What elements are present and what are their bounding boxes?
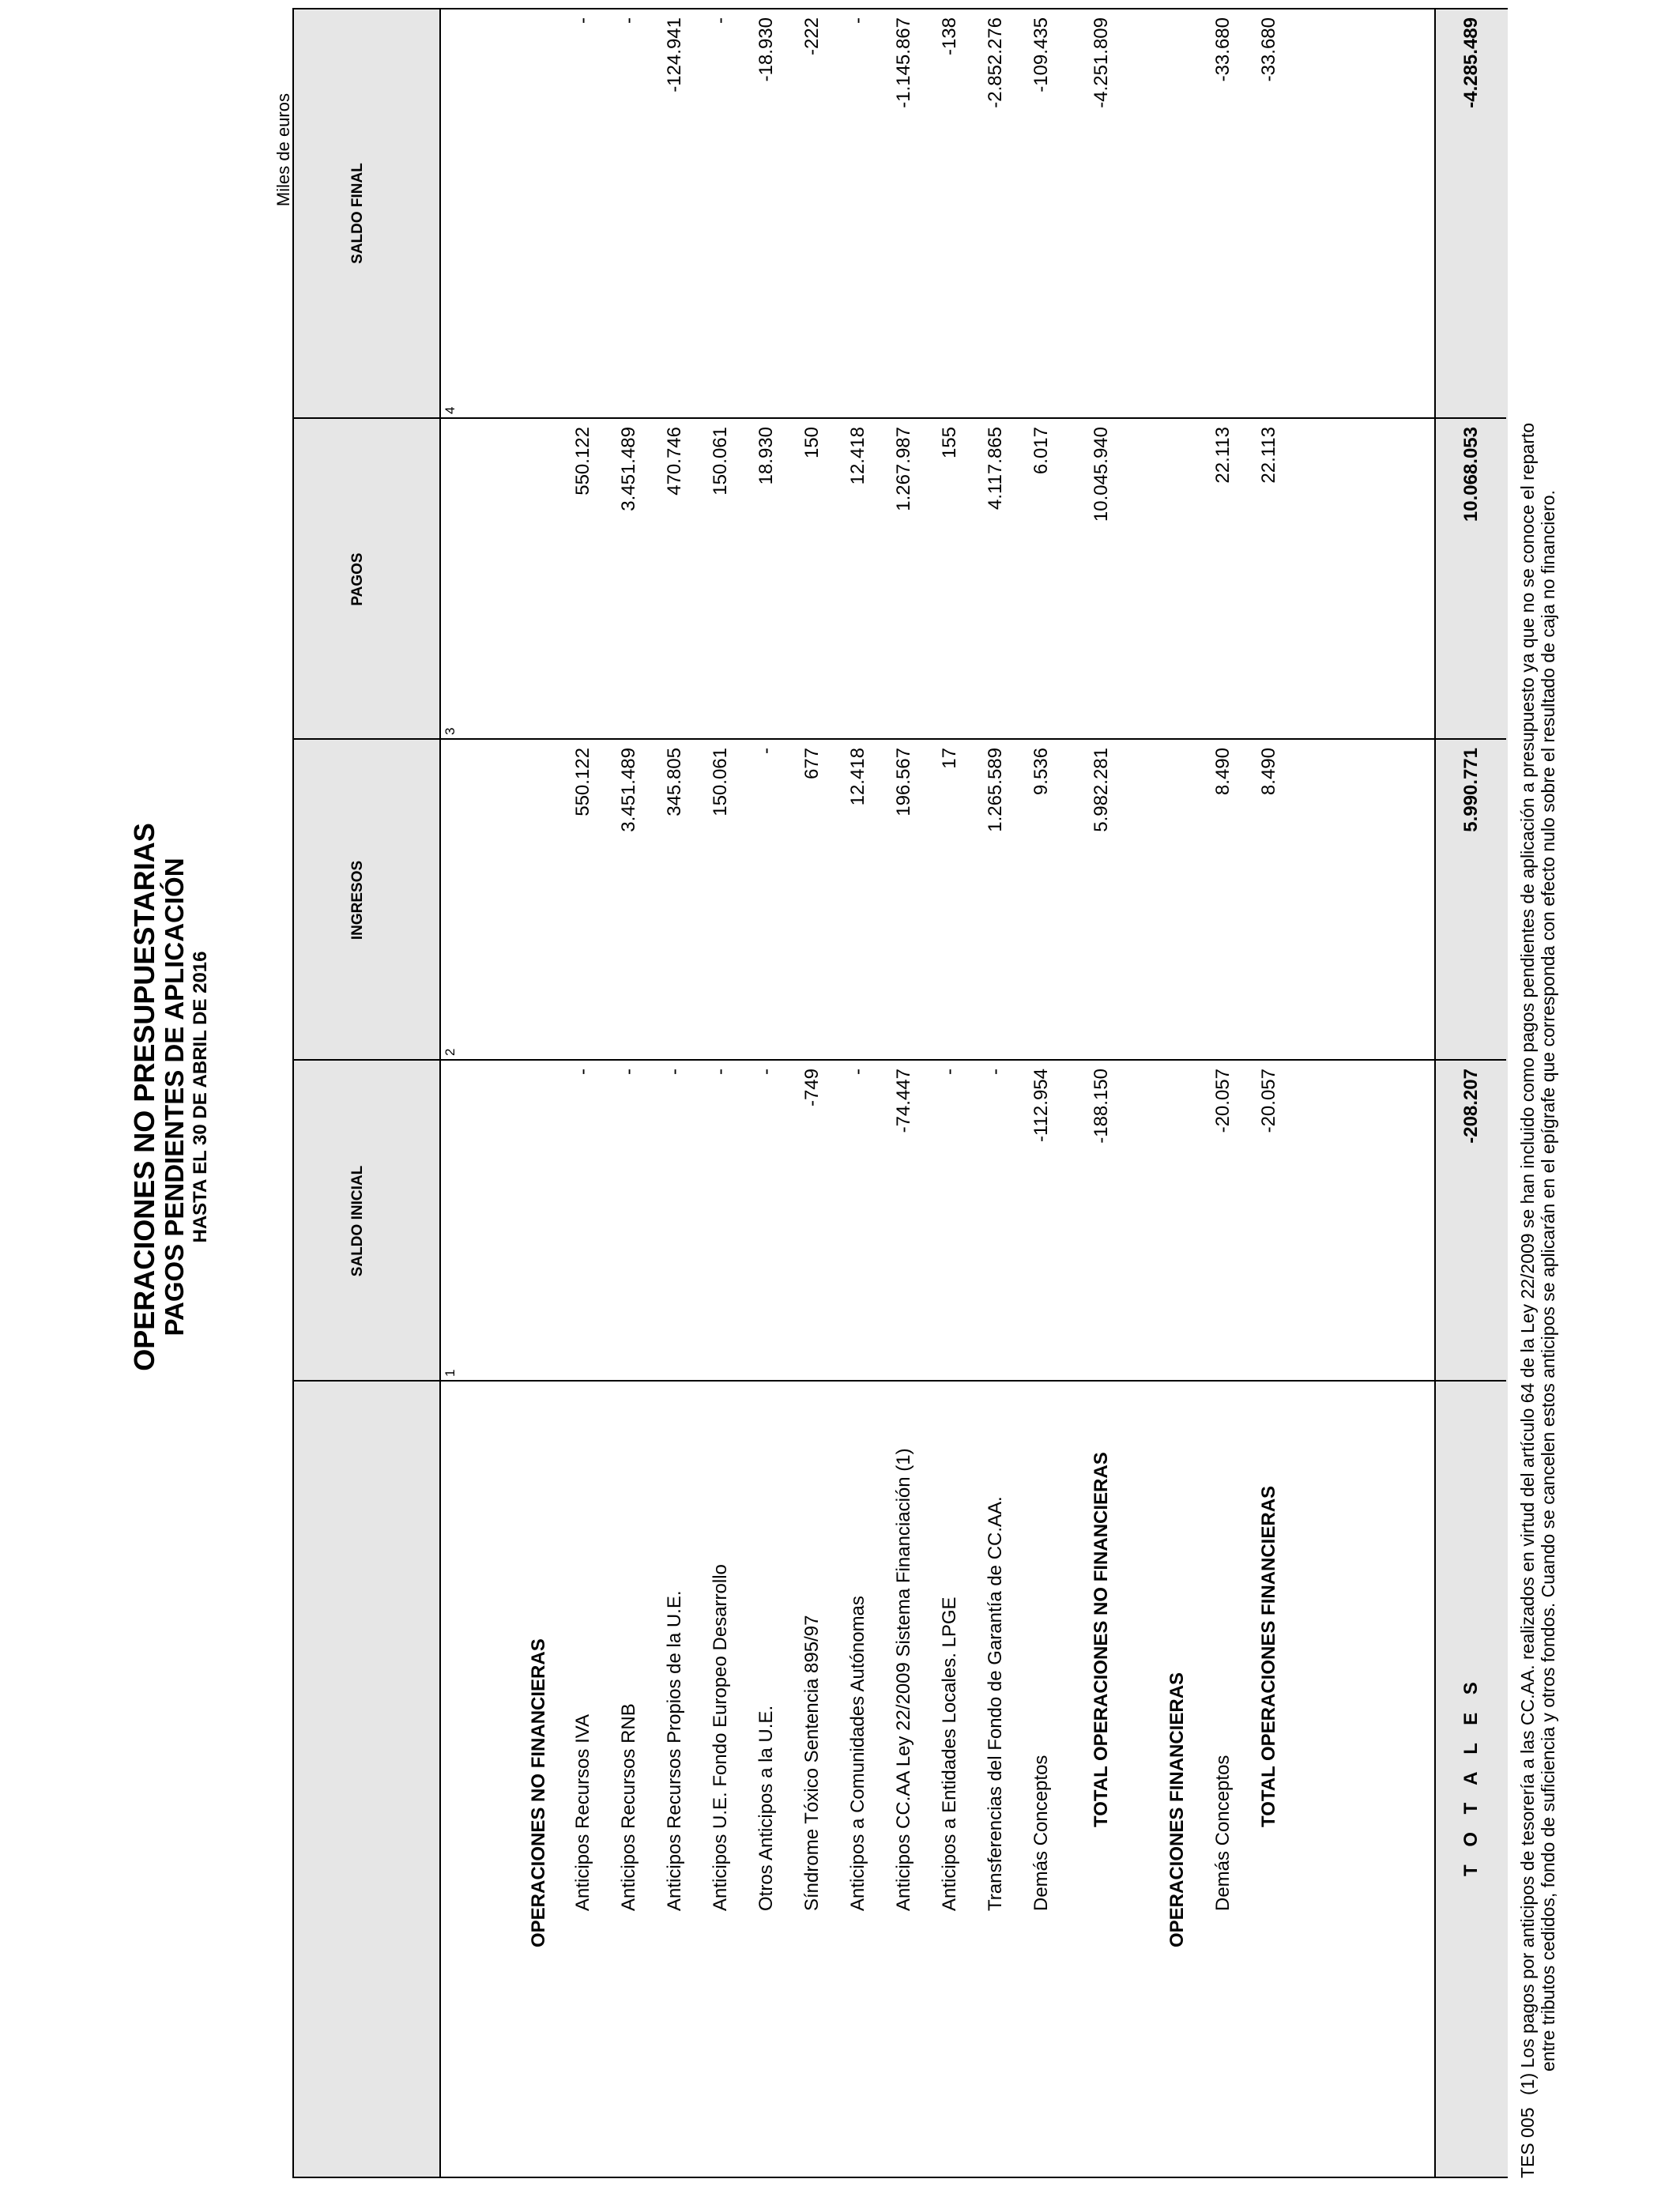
cell-value: -112.954: [1030, 1069, 1052, 1142]
cell-value: -: [847, 1069, 868, 1075]
cell-value: -20.057: [1258, 1069, 1279, 1133]
cell-value: -: [755, 748, 777, 754]
cell-value: 550.122: [572, 427, 593, 496]
totals-label: T O T A L E S: [1460, 1676, 1482, 1876]
cell-value: 345.805: [664, 748, 685, 816]
row-label: Otros Anticipos a la U.E.: [755, 1705, 777, 1911]
cell-value: -: [755, 1069, 777, 1075]
totals-value: 5.990.771: [1460, 748, 1482, 832]
total-label: TOTAL OPERACIONES FINANCIERAS: [1258, 1485, 1279, 1827]
cell-value: 22.113: [1258, 427, 1279, 484]
totals-divider: [1434, 9, 1436, 2177]
row-label: Síndrome Tóxico Sentencia 895/97: [801, 1615, 823, 1911]
totals-value: -4.285.489: [1460, 17, 1482, 108]
cell-value: -18.930: [755, 17, 777, 82]
cell-value: -33.680: [1258, 17, 1279, 82]
cell-value: 12.418: [847, 427, 868, 485]
col-number: 3: [443, 727, 458, 735]
col-number: 1: [443, 1369, 458, 1377]
cell-value: -4.251.809: [1090, 17, 1112, 108]
section-heading: OPERACIONES FINANCIERAS: [1166, 1672, 1188, 1947]
row-label: Anticipos CC.AA Ley 22/2009 Sistema Financiación (1): [893, 1448, 914, 1911]
cell-value: -2.852.276: [985, 17, 1006, 108]
cell-value: 8.490: [1258, 748, 1279, 796]
cell-value: 1.267.987: [893, 427, 914, 511]
cell-value: 1.265.589: [985, 748, 1006, 832]
cell-value: -188.150: [1090, 1069, 1112, 1144]
cell-value: 470.746: [664, 427, 685, 496]
col-header-saldo-inicial: SALDO INICIAL: [349, 1165, 366, 1277]
cell-value: -1.145.867: [893, 17, 914, 108]
cell-value: -: [939, 1069, 960, 1075]
cell-value: 155: [939, 427, 960, 459]
col-header-pagos: PAGOS: [349, 552, 366, 606]
cell-value: -: [572, 17, 593, 24]
cell-value: 3.451.489: [618, 427, 639, 511]
cell-value: 12.418: [847, 748, 868, 806]
cell-value: -74.447: [893, 1069, 914, 1133]
cell-value: 550.122: [572, 748, 593, 816]
cell-value: -749: [801, 1069, 823, 1107]
cell-value: -: [618, 17, 639, 24]
totals-value: 10.068.053: [1460, 427, 1482, 522]
footnote-line: entre tributos cedidos, fondo de suficiencia y otros fondos. Cuando se cancelen estos anticipos se aplicarán en el epígrafe que corresponda con efecto nulo sobre el resultado de caja no financiero.: [1538, 490, 1558, 2071]
row-label: Anticipos Recursos Propios de la U.E.: [664, 1590, 685, 1911]
col-header-saldo-final: SALDO FINAL: [349, 163, 366, 264]
row-label: Anticipos a Entidades Locales. LPGE: [939, 1596, 960, 1911]
cell-value: 150.061: [710, 748, 731, 816]
row-label: Transferencias del Fondo de Garantía de CC.AA.: [985, 1496, 1006, 1911]
cell-value: 18.930: [755, 427, 777, 485]
row-label: Anticipos Recursos IVA: [572, 1714, 593, 1911]
row-label: Demás Conceptos: [1030, 1755, 1052, 1911]
row-label: Anticipos U.E. Fondo Europeo Desarrollo: [710, 1564, 731, 1911]
footnote-line: (1) Los pagos por anticipos de tesorería a las CC.AA. realizados en virtud del artículo 64 de la Ley 22/2009 se han incluido como pagos pendientes de aplicación a presupuesto ya que no se conoce el reparto: [1517, 422, 1538, 2095]
cell-value: 22.113: [1212, 427, 1234, 484]
cell-value: 6.017: [1030, 427, 1052, 475]
cell-value: 9.536: [1030, 748, 1052, 796]
cell-value: -124.941: [664, 17, 685, 92]
cell-value: 150: [801, 427, 823, 459]
totals-value: -208.207: [1460, 1069, 1482, 1144]
table-header-band: [294, 9, 439, 2177]
cell-value: 5.982.281: [1090, 748, 1112, 832]
cell-value: 8.490: [1212, 748, 1234, 796]
cell-value: -: [572, 1069, 593, 1075]
report-title: OPERACIONES NO PRESUPUESTARIAS: [128, 823, 160, 1371]
cell-value: 3.451.489: [618, 748, 639, 832]
cell-value: -33.680: [1212, 17, 1234, 82]
header-divider: [439, 9, 441, 2177]
cell-value: 150.061: [710, 427, 731, 496]
row-label: Anticipos a Comunidades Autónomas: [847, 1596, 868, 1911]
cell-value: -: [618, 1069, 639, 1075]
report-subtitle: PAGOS PENDIENTES DE APLICACIÓN: [160, 858, 189, 1336]
cell-value: 17: [939, 748, 960, 769]
cell-value: -109.435: [1030, 17, 1052, 92]
cell-value: -: [985, 1069, 1006, 1075]
cell-value: -: [710, 17, 731, 24]
cell-value: -138: [939, 17, 960, 56]
cell-value: -: [847, 17, 868, 24]
footnote: [1517, 72, 1558, 2095]
col-number: 4: [443, 406, 458, 414]
operations-table: [292, 8, 1508, 2178]
cell-value: 10.045.940: [1090, 427, 1112, 522]
row-label: Anticipos Recursos RNB: [618, 1703, 639, 1911]
total-label: TOTAL OPERACIONES NO FINANCIERAS: [1090, 1452, 1112, 1827]
cell-value: -222: [801, 17, 823, 56]
cell-value: 4.117.865: [985, 427, 1006, 510]
report-code: TES 005: [1517, 2107, 1538, 2178]
cell-value: 677: [801, 748, 823, 780]
cell-value: -: [664, 1069, 685, 1075]
col-header-ingresos: INGRESOS: [349, 860, 366, 941]
row-label: Demás Conceptos: [1212, 1755, 1234, 1911]
units-label: Miles de euros: [273, 93, 293, 207]
cell-value: -: [710, 1069, 731, 1075]
report-date: HASTA EL 30 DE ABRIL DE 2016: [190, 951, 211, 1243]
section-heading: OPERACIONES NO FINANCIERAS: [528, 1638, 549, 1947]
cell-value: -20.057: [1212, 1069, 1234, 1133]
cell-value: 196.567: [893, 748, 914, 816]
col-number: 2: [443, 1048, 458, 1056]
